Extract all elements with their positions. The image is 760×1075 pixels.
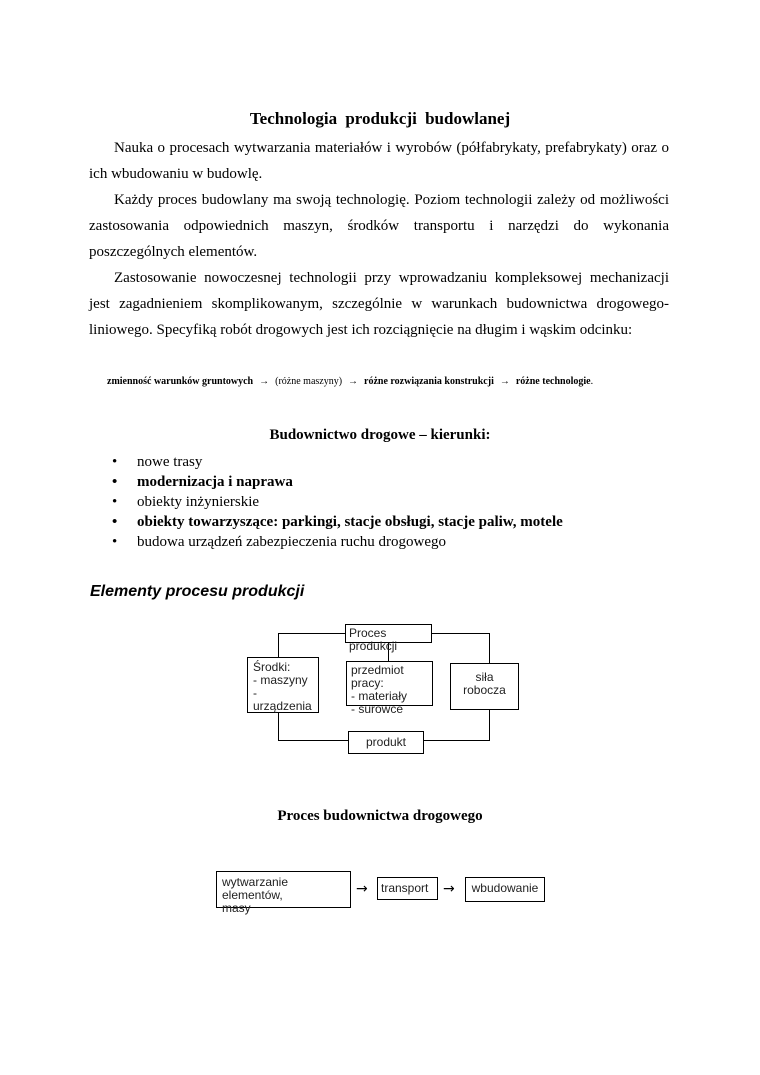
box-label: przedmiot pracy: <box>351 663 404 690</box>
production-process-box <box>345 624 432 653</box>
arrow-icon: → <box>443 881 455 897</box>
directions-heading: Budownictwo drogowe – kierunki: <box>269 427 491 443</box>
note-chain <box>107 376 593 387</box>
product-box <box>348 731 424 754</box>
arrow-icon: → <box>499 376 510 387</box>
box-label: masy <box>222 901 251 915</box>
list-item: • obiekty towarzyszące: parkingi, stacje obsługi, stacje paliw, motele <box>112 512 563 532</box>
process-heading: Proces budownictwa drogowego <box>277 808 483 824</box>
box-label: Proces produkcji <box>349 626 398 653</box>
box-label: - materiały <box>351 689 408 703</box>
list-item: • obiekty inżynierskie <box>112 492 563 512</box>
directions-list <box>112 452 563 552</box>
paragraph-text: Nauka o procesach wytwarzania materiałów i wyrobów (półfabrykaty, prefabrykaty) oraz o ich wbudowaniu w budowlę. <box>89 140 669 182</box>
note-machines: (różne maszyny) <box>275 376 343 387</box>
workforce-box <box>450 663 519 710</box>
box-label: transport <box>381 881 429 895</box>
page-title: Technologia produkcji budowlanej <box>249 109 511 128</box>
installation-box <box>465 877 545 902</box>
note-technologies: różne technologie <box>515 376 591 387</box>
paragraph-definition <box>89 135 669 187</box>
box-label: produkt <box>365 735 407 749</box>
note-period: . <box>590 376 594 387</box>
paragraph-text: Każdy proces budowlany ma swoją technologię. Poziom technologii zależy od możliwości zastosowania odpowiednich maszyn, środków transportu i narzędzi do wykonania poszczególnych elementów. <box>89 192 669 260</box>
list-item: • nowe trasy <box>112 452 563 472</box>
arrow-icon: → <box>259 376 270 387</box>
transport-box <box>377 877 438 900</box>
arrow-icon: → <box>348 376 359 387</box>
work-object-box <box>346 661 433 716</box>
box-label: siła robocza <box>463 670 506 697</box>
box-label: - maszyny <box>253 673 308 687</box>
box-label: - urządzenia <box>253 686 312 713</box>
production-elements-box <box>216 871 351 915</box>
paragraph-modern-technology <box>89 265 669 343</box>
box-label: Środki: <box>253 660 291 674</box>
connector-line <box>489 633 490 663</box>
arrow-icon: → <box>356 881 368 897</box>
means-box <box>247 657 319 713</box>
box-label: wytwarzanie elementów, <box>222 875 289 902</box>
paragraph-text: Zastosowanie nowoczesnej technologii przy wprowadzaniu kompleksowej mechanizacji jest zagadnieniem skomplikowanym, szczególnie w warunkach budownictwa drogowego-liniowego. Specyfiką robót drogowych jest ich rozciągnięcie na długim i wąskim odcinku: <box>89 270 669 338</box>
connector-line <box>278 713 279 741</box>
paragraph-technology <box>89 187 669 265</box>
elements-heading: Elementy procesu produkcji <box>90 583 305 600</box>
connector-line <box>489 709 490 741</box>
connector-line <box>278 633 279 658</box>
list-item: • budowa urządzeń zabezpieczenia ruchu drogowego <box>112 532 563 552</box>
note-ground-conditions: zmienność warunków gruntowych <box>107 376 254 387</box>
box-label: - surowce <box>351 702 404 716</box>
note-solutions: różne rozwiązania konstrukcji <box>364 376 494 387</box>
list-item: • modernizacja i naprawa <box>112 472 563 492</box>
box-label: wbudowanie <box>471 881 539 895</box>
